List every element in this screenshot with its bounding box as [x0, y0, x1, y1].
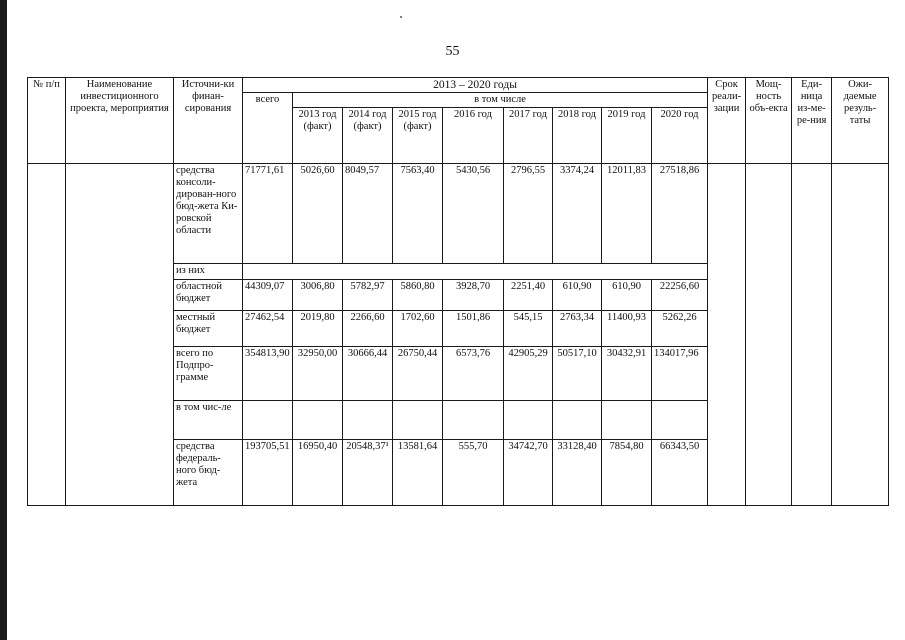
- header-year-2014: 2014 год (факт): [343, 108, 393, 164]
- value-total: 354813,90: [243, 347, 293, 401]
- value-2018: [553, 401, 602, 440]
- value-2020: [652, 401, 708, 440]
- value-2018: 610,90: [553, 280, 602, 311]
- cell-no: [28, 164, 66, 506]
- source-including: в том чис-ле: [174, 401, 243, 440]
- header-year-2019: 2019 год: [602, 108, 652, 164]
- header-results: Ожи-даемые резуль-таты: [832, 78, 889, 164]
- value-2017: 42905,29: [504, 347, 553, 401]
- scan-left-edge: [0, 0, 7, 640]
- value-2013: 2019,80: [293, 311, 343, 347]
- source-local-budget: местный бюджет: [174, 311, 243, 347]
- value-2020: 5262,26: [652, 311, 708, 347]
- value-2019: 7854,80: [602, 440, 652, 506]
- header-year-2016: 2016 год: [443, 108, 504, 164]
- cell-capacity: [746, 164, 792, 506]
- value-2013: 5026,60: [293, 164, 343, 264]
- source-consolidated: средства консоли-дирован-ного бюд-жета Ки-ровской области: [174, 164, 243, 264]
- value-2013: [293, 401, 343, 440]
- header-total: всего: [243, 93, 293, 164]
- header-no: № п/п: [28, 78, 66, 164]
- header-capacity: Мощ-ность объ-екта: [746, 78, 792, 164]
- value-2018: 2763,34: [553, 311, 602, 347]
- value-2013: 32950,00: [293, 347, 343, 401]
- header-unit: Еди-ница из-ме-ре-ния: [792, 78, 832, 164]
- header-year-2013: 2013 год (факт): [293, 108, 343, 164]
- value-2019: 12011,83: [602, 164, 652, 264]
- value-2013: 16950,40: [293, 440, 343, 506]
- value-2019: 30432,91: [602, 347, 652, 401]
- value-2014: 5782,97: [343, 280, 393, 311]
- value-2014: 20548,37¹: [343, 440, 393, 506]
- header-name: Наименование инвестиционного проекта, мероприятия: [66, 78, 174, 164]
- value-2017: [504, 401, 553, 440]
- value-total: 71771,61: [243, 164, 293, 264]
- header-including: в том числе: [293, 93, 708, 108]
- value-2016: 6573,76: [443, 347, 504, 401]
- value-2014: 30666,44: [343, 347, 393, 401]
- investment-table: [27, 77, 889, 506]
- value-2013: 3006,80: [293, 280, 343, 311]
- source-of-them: из них: [174, 264, 243, 280]
- header-term: Срок реали-зации: [708, 78, 746, 164]
- value-2015: [393, 401, 443, 440]
- value-2019: 11400,93: [602, 311, 652, 347]
- value-2015: 1702,60: [393, 311, 443, 347]
- source-regional-budget: областной бюджет: [174, 280, 243, 311]
- value-2020: 27518,86: [652, 164, 708, 264]
- header-year-2018: 2018 год: [553, 108, 602, 164]
- value-2015: 13581,64: [393, 440, 443, 506]
- header-year-2017: 2017 год: [504, 108, 553, 164]
- cell-name: [66, 164, 174, 506]
- value-2016: 3928,70: [443, 280, 504, 311]
- value-2020: 66343,50: [652, 440, 708, 506]
- value-2017: 2251,40: [504, 280, 553, 311]
- value-2016: [443, 401, 504, 440]
- source-federal-budget: средства федераль-ного бюд-жета: [174, 440, 243, 506]
- value-2015: 5860,80: [393, 280, 443, 311]
- value-total: 193705,51: [243, 440, 293, 506]
- page-number: 55: [445, 44, 460, 59]
- value-2016: 555,70: [443, 440, 504, 506]
- value-2014: 2266,60: [343, 311, 393, 347]
- value-2019: 610,90: [602, 280, 652, 311]
- value-2016: 1501,86: [443, 311, 504, 347]
- value-2017: 34742,70: [504, 440, 553, 506]
- value-2017: 545,15: [504, 311, 553, 347]
- value-2020: 134017,96: [652, 347, 708, 401]
- header-period: 2013 – 2020 годы: [243, 78, 708, 93]
- value-2016: 5430,56: [443, 164, 504, 264]
- value-2018: 33128,40: [553, 440, 602, 506]
- value-2019: [602, 401, 652, 440]
- cell-term: [708, 164, 746, 506]
- header-year-2015: 2015 год (факт): [393, 108, 443, 164]
- value-2014: 8049,57: [343, 164, 393, 264]
- header-source: Источни-ки финан-сирования: [174, 78, 243, 164]
- value-total: 27462,54: [243, 311, 293, 347]
- value-2015: 26750,44: [393, 347, 443, 401]
- value-2018: 50517,10: [553, 347, 602, 401]
- cell-results: [832, 164, 889, 506]
- value-2017: 2796,55: [504, 164, 553, 264]
- value-total: 44309,07: [243, 280, 293, 311]
- cell-unit: [792, 164, 832, 506]
- value-2020: 22256,60: [652, 280, 708, 311]
- header-year-2020: 2020 год: [652, 108, 708, 164]
- value-2014: [343, 401, 393, 440]
- source-subprogram-total: всего по Подпро-грамме: [174, 347, 243, 401]
- value-2018: 3374,24: [553, 164, 602, 264]
- row-of-them-empty: [243, 264, 708, 280]
- value-2015: 7563,40: [393, 164, 443, 264]
- scan-speck: [400, 16, 402, 18]
- value-total: [243, 401, 293, 440]
